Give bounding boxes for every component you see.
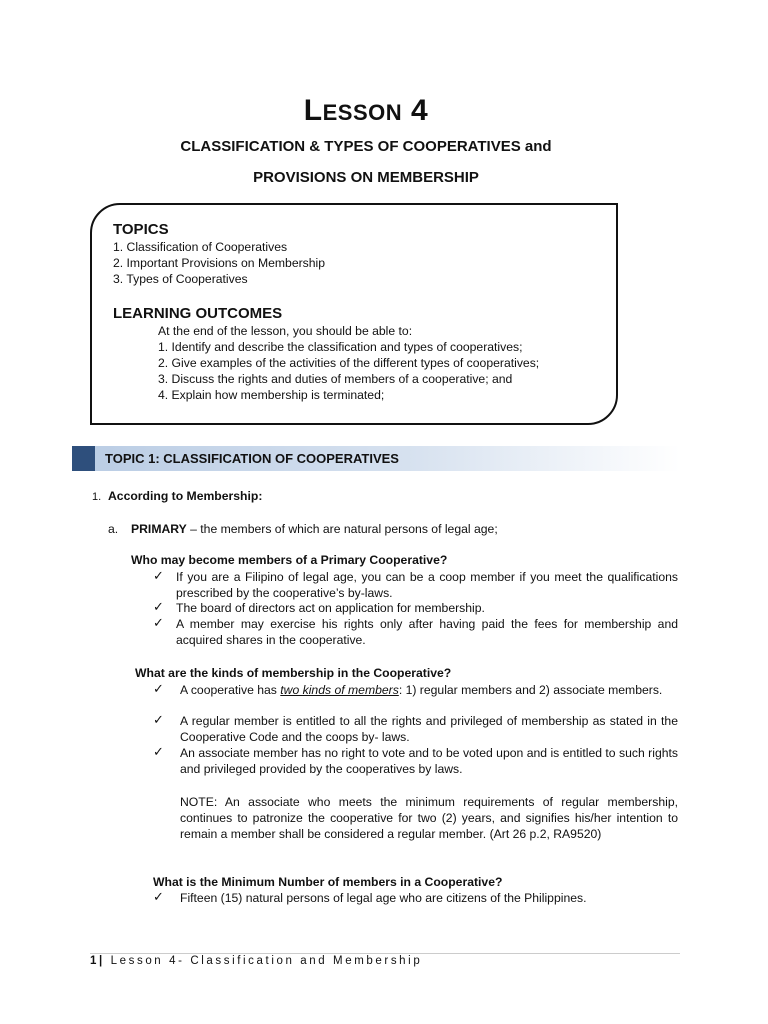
q1-item: A member may exercise his rights only after having paid the fees for membership and acquired shares in the cooperative.	[176, 617, 678, 647]
checkmark-icon: ✓	[153, 712, 164, 727]
q2-item	[180, 682, 678, 698]
outcome-item: 3. Discuss the rights and duties of members of a cooperative; and	[158, 372, 513, 386]
checkmark-icon: ✓	[153, 681, 164, 696]
q2-item1-emphasis: two kinds of members	[280, 683, 399, 697]
lesson-subtitle-2: PROVISIONS ON MEMBERSHIP	[253, 169, 479, 186]
outcome-item: 4. Explain how membership is terminated;	[158, 388, 385, 402]
question-minimum-members: What is the Minimum Number of members in a Cooperative?	[153, 875, 503, 889]
item-a-definition: – the members of which are natural persons of legal age;	[186, 522, 498, 536]
outcomes-heading: LEARNING OUTCOMES	[113, 305, 283, 322]
item-a-text	[131, 521, 498, 537]
checkmark-icon: ✓	[153, 599, 164, 614]
topic1-heading: TOPIC 1: CLASSIFICATION OF COOPERATIVES	[105, 451, 399, 466]
item-a-term: PRIMARY	[131, 522, 187, 536]
topic1-heading-bar	[72, 446, 680, 471]
lesson-title-rest: ESSON	[322, 100, 403, 125]
lesson-subtitle-1: CLASSIFICATION & TYPES OF COOPERATIVES and	[180, 138, 552, 155]
item-a-letter: a.	[108, 522, 119, 536]
q1-item: The board of directors act on application for membership.	[176, 601, 485, 615]
q2-item1-post: : 1) regular members and 2) associate members.	[398, 683, 663, 697]
checkmark-icon: ✓	[153, 615, 164, 630]
lesson-title	[0, 94, 732, 128]
footer-separator: |	[99, 955, 105, 967]
topic-item: 3. Types of Cooperatives	[113, 272, 248, 286]
checkmark-icon: ✓	[153, 744, 164, 759]
outcome-item: 2. Give examples of the activities of the different types of cooperatives;	[158, 356, 540, 370]
lesson-number: 4	[411, 94, 429, 127]
associate-note: NOTE: An associate who meets the minimum requirements of regular membership, continues to patronize the cooperative for two (2) years, and signifies his/her intention to remain a member shall be considered a regular member. (Art 26 p.2, RA9520)	[180, 795, 678, 841]
topics-heading: TOPICS	[113, 221, 169, 238]
topic-item: 1. Classification of Cooperatives	[113, 240, 288, 254]
q3-item: Fifteen (15) natural persons of legal age who are citizens of the Philippines.	[180, 891, 587, 905]
checkmark-icon: ✓	[153, 889, 164, 904]
footer-page-number: 1	[90, 955, 99, 967]
q2-item1-pre: A cooperative has	[180, 683, 281, 697]
topic-item: 2. Important Provisions on Membership	[113, 256, 326, 270]
topic1-accent	[72, 446, 95, 471]
footer-divider	[90, 953, 680, 954]
outcome-item: 1. Identify and describe the classification and types of cooperatives;	[158, 340, 523, 354]
q2-item: An associate member has no right to vote and to be voted upon and is entitled to such rights and privileged provided by the cooperatives by laws.	[180, 746, 678, 776]
checkmark-icon: ✓	[153, 568, 164, 583]
q1-item: If you are a Filipino of legal age, you can be a coop member if you meet the qualifications prescribed by the cooperative’s by-laws.	[176, 570, 678, 600]
item1-number: 1.	[92, 491, 102, 503]
item1-label: According to Membership:	[108, 489, 263, 503]
q2-item: A regular member is entitled to all the rights and privileged of membership as stated in the Cooperative Code and the coops by- laws.	[180, 714, 678, 744]
question-primary-members: Who may become members of a Primary Cooperative?	[131, 553, 448, 567]
footer-text: Lesson 4- Classification and Membership	[104, 955, 423, 967]
outcomes-intro: At the end of the lesson, you should be able to:	[158, 324, 413, 338]
lesson-title-first: L	[303, 94, 323, 127]
page-footer	[90, 955, 422, 967]
question-kinds-membership: What are the kinds of membership in the Cooperative?	[135, 666, 452, 680]
